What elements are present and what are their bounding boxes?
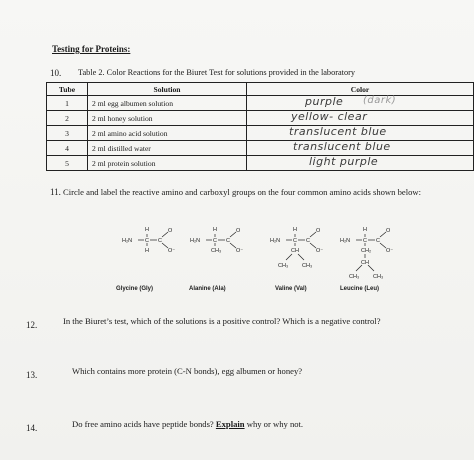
atom-labels: [122, 227, 393, 280]
q11-number: 11.: [50, 187, 61, 197]
amino-acid-name: Glycine (Gly): [116, 286, 154, 292]
color-cell: [247, 126, 474, 141]
amino-acid-name: Alanine (Ala): [189, 286, 226, 292]
color-cell: [247, 111, 474, 126]
tube-cell: 1: [47, 96, 88, 111]
q14-text-a: Do free amino acids have peptide bonds?: [72, 419, 214, 429]
tube-cell: 3: [47, 126, 88, 141]
atom-label: CH₃: [211, 248, 222, 254]
atom-label: C: [145, 238, 149, 244]
header-color: Color: [247, 83, 474, 96]
q14-number: 14.: [26, 423, 38, 433]
color-cell: [247, 141, 474, 156]
q11-text: Circle and label the reactive amino and carboxyl groups on the four common amino acids shown below:: [63, 187, 421, 197]
atom-label: O⁻: [386, 248, 394, 254]
color-handwriting: yellow- clear: [291, 110, 368, 123]
atom-label: H₂N: [340, 238, 351, 244]
table-row: [47, 126, 474, 141]
q14-text-b: why or why not.: [246, 419, 304, 429]
q12-text: In the Biuret’s test, which of the solutions is a positive control? Which is a negative control?: [63, 316, 381, 326]
atom-label: H: [363, 227, 367, 233]
header-tube: Tube: [47, 83, 88, 96]
section-heading: Testing for Proteins:: [52, 44, 131, 54]
atom-label: O⁻: [168, 248, 176, 254]
q13-text: Which contains more protein (C-N bonds), egg albumen or honey?: [72, 366, 303, 376]
color-reactions-table: [46, 82, 474, 171]
color-handwriting: translucent blue: [289, 125, 387, 138]
color-cell: [247, 96, 474, 111]
table-row: [47, 141, 474, 156]
color-handwriting: purple: [305, 95, 344, 108]
atom-label: C: [306, 238, 310, 244]
amino-acid-name: Leucine (Leu): [340, 286, 380, 292]
solution-cell: 2 ml distilled water: [88, 141, 247, 156]
atom-label: O: [386, 228, 391, 234]
tube-cell: 4: [47, 141, 88, 156]
atom-label: H₂N: [270, 238, 281, 244]
atom-label: C: [158, 238, 162, 244]
tube-cell: 2: [47, 111, 88, 126]
atom-label: O: [236, 228, 241, 234]
amino-acid-name: Valine (Val): [275, 286, 307, 292]
atom-label: H: [213, 227, 217, 233]
color-handwriting: light purple: [309, 155, 379, 168]
table-row: [47, 111, 474, 126]
atom-label: C: [376, 238, 380, 244]
atom-label: C: [293, 238, 297, 244]
atom-label: CH₂: [361, 248, 372, 254]
table-caption: Table 2. Color Reactions for the Biuret Test for solutions provided in the laboratory: [78, 68, 356, 77]
q10-number: 10.: [50, 68, 62, 78]
atom-label: CH₃: [373, 274, 384, 280]
atom-label: C: [226, 238, 230, 244]
atom-label: CH₃: [278, 263, 289, 269]
atom-label: H₂N: [122, 238, 133, 244]
atom-label: CH: [291, 248, 299, 254]
color-handwriting: translucent blue: [293, 140, 391, 153]
atom-label: O⁻: [316, 248, 324, 254]
header-solution: Solution: [88, 83, 247, 96]
atom-label: C: [363, 238, 367, 244]
atom-label: H: [293, 227, 297, 233]
table-row: [47, 156, 474, 171]
atom-label: H: [145, 227, 149, 233]
q13-number: 13.: [26, 370, 38, 380]
color-cell: [247, 156, 474, 171]
atom-label: C: [213, 238, 217, 244]
atom-label: O: [316, 228, 321, 234]
q14-explain: Explain: [215, 419, 245, 429]
table-header-row: [47, 83, 474, 96]
atom-label: CH₃: [302, 263, 313, 269]
q14-text: [72, 419, 303, 429]
solution-cell: 2 ml egg albumen solution: [88, 96, 247, 111]
atom-label: H: [145, 248, 149, 254]
atom-label: O: [168, 228, 173, 234]
solution-cell: 2 ml protein solution: [88, 156, 247, 171]
atom-label: O⁻: [236, 248, 244, 254]
tube-cell: 5: [47, 156, 88, 171]
atom-label: CH₃: [349, 274, 360, 280]
color-note-handwriting: (dark): [363, 95, 397, 106]
q12-number: 12.: [26, 320, 38, 330]
table-row: [47, 96, 474, 111]
atom-label: CH: [361, 260, 369, 266]
solution-cell: 2 ml amino acid solution: [88, 126, 247, 141]
solution-cell: 2 ml honey solution: [88, 111, 247, 126]
amino-acid-structures: [120, 218, 420, 288]
atom-label: H₂N: [190, 238, 201, 244]
